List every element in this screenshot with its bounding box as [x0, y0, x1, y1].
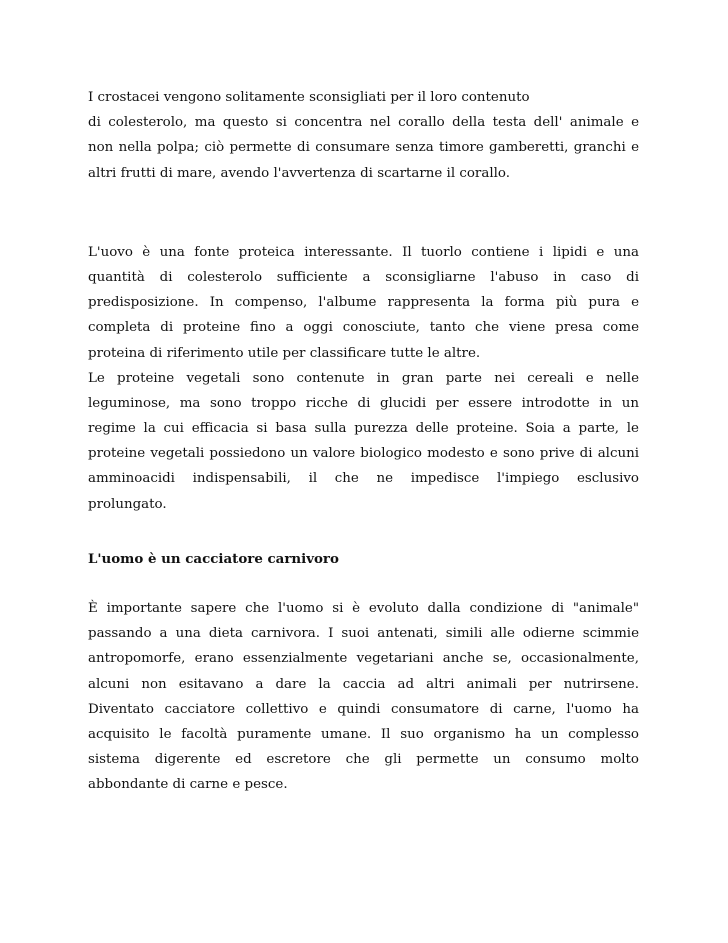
- text-line: proteine vegetali possiedono un valore biologico modesto e sono prive di alcuni: [88, 446, 639, 462]
- text-line: completa di proteine fino a oggi conosciute, tanto che viene presa come: [88, 320, 639, 336]
- text-line: di colesterolo, ma questo si concentra nel corallo della testa dell' animale e: [88, 115, 639, 131]
- paragraph-spacer: [88, 186, 639, 240]
- text-line: Le proteine vegetali sono contenute in gran parte nei cereali e nelle: [88, 370, 639, 386]
- text-line: proteina di riferimento utile per classificare tutte le altre.: [88, 345, 481, 361]
- paragraph-crostacei: [88, 85, 639, 186]
- document-page: [88, 85, 639, 798]
- paragraph-spacer: [88, 572, 639, 596]
- text-line: regime la cui efficacia si basa sulla purezza delle proteine. Soia a parte, le: [88, 421, 639, 437]
- text-line: alcuni non esitavano a dare la caccia ad altri animali per nutrirsene.: [88, 676, 639, 692]
- text-line: non nella polpa; ciò permette di consumare senza timore gamberetti, granchi e: [88, 140, 639, 156]
- text-line: altri frutti di mare, avendo l'avvertenza di scartarne il corallo.: [88, 165, 510, 181]
- text-line: amminoacidi indispensabili, il che ne impedisce l'impiego esclusivo: [88, 471, 639, 487]
- text-line: predisposizione. In compenso, l'albume rappresenta la forma più pura e: [88, 295, 639, 311]
- paragraph-uomo-carnivoro: [88, 596, 639, 798]
- text-line: Diventato cacciatore collettivo e quindi consumatore di carne, l'uomo ha: [88, 701, 639, 717]
- text-line: I crostacei vengono solitamente sconsigliati per il loro contenuto: [88, 90, 530, 105]
- text-line: quantità di colesterolo sufficiente a sconsigliarne l'abuso in caso di: [88, 269, 639, 285]
- text-line: sistema digerente ed escretore che gli permette un consumo molto: [88, 752, 639, 768]
- text-line: antropomorfe, erano essenzialmente vegetariani anche se, occasionalmente,: [88, 651, 639, 667]
- text-line: prolungato.: [88, 496, 167, 512]
- text-line: acquisito le facoltà puramente umane. Il suo organismo ha un complesso: [88, 726, 639, 742]
- paragraph-uovo-proteine: [88, 240, 639, 517]
- text-line: abbondante di carne e pesce.: [88, 777, 288, 793]
- paragraph-spacer: [88, 517, 639, 547]
- text-line: leguminose, ma sono troppo ricche di glucidi per essere introdotte in un: [88, 395, 639, 411]
- section-heading: L'uomo è un cacciatore carnivoro: [88, 550, 339, 567]
- text-line: L'uovo è una fonte proteica interessante. Il tuorlo contiene i lipidi e una: [88, 244, 639, 260]
- text-line: È importante sapere che l'uomo si è evoluto dalla condizione di "animale": [88, 601, 639, 616]
- text-line: passando a una dieta carnivora. I suoi antenati, simili alle odierne scimmie: [88, 626, 639, 642]
